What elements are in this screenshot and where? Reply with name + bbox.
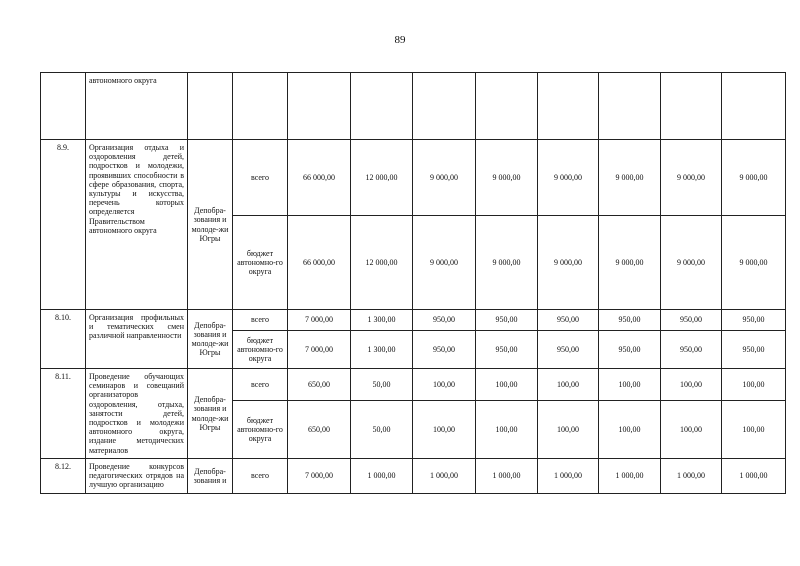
amount-cell: 100,00 [538,369,599,401]
amount-cell: 100,00 [661,369,722,401]
amount-cell: 650,00 [288,401,351,459]
amount-cell: 100,00 [661,401,722,459]
amount-cell: 1 000,00 [351,459,413,494]
funding-source: бюджет автономно-го округа [233,216,288,310]
amount-cell: 950,00 [661,331,722,369]
amount-cell: 12 000,00 [351,216,413,310]
amount-cell: 9 000,00 [599,216,661,310]
amount-cell: 50,00 [351,369,413,401]
amount-cell: 950,00 [722,331,786,369]
amount-cell: 100,00 [538,401,599,459]
amount-cell: 9 000,00 [413,216,476,310]
amount-cell: 9 000,00 [476,140,538,216]
amount-cell: 9 000,00 [599,140,661,216]
amount-cell: 950,00 [538,331,599,369]
item-name: Организация отдыха и оздоровления детей, подростков и молодежи, проявивших способности в сфере образования, спорта, культуры и искусства, перечень которых определяется Правительством автономного округа [86,140,188,310]
amount-cell: 9 000,00 [413,140,476,216]
amount-cell: 66 000,00 [288,140,351,216]
executor [188,73,233,140]
amount-cell: 100,00 [476,369,538,401]
amount-cell: 9 000,00 [722,216,786,310]
amount-cell: 7 000,00 [288,310,351,331]
amount-cell: 100,00 [599,401,661,459]
item-number: 8.12. [41,459,86,494]
amount-cell: 9 000,00 [538,216,599,310]
amount-cell: 9 000,00 [661,216,722,310]
amount-cell: 100,00 [413,369,476,401]
amount-cell: 1 000,00 [661,459,722,494]
amount-cell: 950,00 [476,331,538,369]
table-row [41,73,786,140]
table-row [41,369,786,401]
executor: Депобра-зования и [188,459,233,494]
table-row [41,140,786,216]
amount-cell: 50,00 [351,401,413,459]
amount-cell: 1 000,00 [538,459,599,494]
amount-cell: 950,00 [599,310,661,331]
amount-cell: 1 000,00 [476,459,538,494]
amount-cell: 950,00 [599,331,661,369]
amount-cell: 950,00 [661,310,722,331]
amount-cell: 7 000,00 [288,459,351,494]
funding-source: всего [233,140,288,216]
page-number: 89 [394,34,406,46]
executor: Депобра-зования и молоде-жи Югры [188,140,233,310]
executor: Депобра-зования и молоде-жи Югры [188,310,233,369]
funding-source [233,73,288,140]
amount-cell: 66 000,00 [288,216,351,310]
item-number [41,73,86,140]
amount-cell: 950,00 [538,310,599,331]
amount-cell: 100,00 [599,369,661,401]
funding-source: всего [233,369,288,401]
amount-cell: 9 000,00 [538,140,599,216]
funding-source: всего [233,310,288,331]
amount-cell [288,73,351,140]
amount-cell: 950,00 [722,310,786,331]
amount-cell: 12 000,00 [351,140,413,216]
amount-cell: 9 000,00 [661,140,722,216]
amount-cell: 1 300,00 [351,310,413,331]
item-name: Проведение конкурсов педагогических отрядов на лучшую организацию [86,459,188,494]
item-number: 8.9. [41,140,86,310]
amount-cell: 950,00 [413,310,476,331]
item-name: автономного округа [86,73,188,140]
amount-cell: 100,00 [722,369,786,401]
amount-cell: 650,00 [288,369,351,401]
budget-table [40,72,786,494]
amount-cell: 100,00 [413,401,476,459]
amount-cell: 950,00 [476,310,538,331]
amount-cell [538,73,599,140]
amount-cell [599,73,661,140]
table-row [41,459,786,494]
funding-source: бюджет автономно-го округа [233,401,288,459]
amount-cell: 1 000,00 [722,459,786,494]
amount-cell [722,73,786,140]
item-name: Организация профильных и тематических смен различной направленности [86,310,188,369]
funding-source: всего [233,459,288,494]
amount-cell: 1 300,00 [351,331,413,369]
amount-cell: 9 000,00 [476,216,538,310]
item-number: 8.11. [41,369,86,459]
amount-cell: 1 000,00 [599,459,661,494]
amount-cell [351,73,413,140]
item-name: Проведение обучающих семинаров и совещаний организаторов оздоровления, отдыха, занятости детей, подростков и молодежи автономного округа, издание методических материалов [86,369,188,459]
executor: Депобра-зования и молоде-жи Югры [188,369,233,459]
amount-cell: 7 000,00 [288,331,351,369]
amount-cell: 100,00 [722,401,786,459]
amount-cell [476,73,538,140]
funding-source: бюджет автономно-го округа [233,331,288,369]
amount-cell: 1 000,00 [413,459,476,494]
amount-cell: 950,00 [413,331,476,369]
amount-cell: 100,00 [476,401,538,459]
table-row [41,310,786,331]
amount-cell: 9 000,00 [722,140,786,216]
amount-cell [413,73,476,140]
amount-cell [661,73,722,140]
item-number: 8.10. [41,310,86,369]
